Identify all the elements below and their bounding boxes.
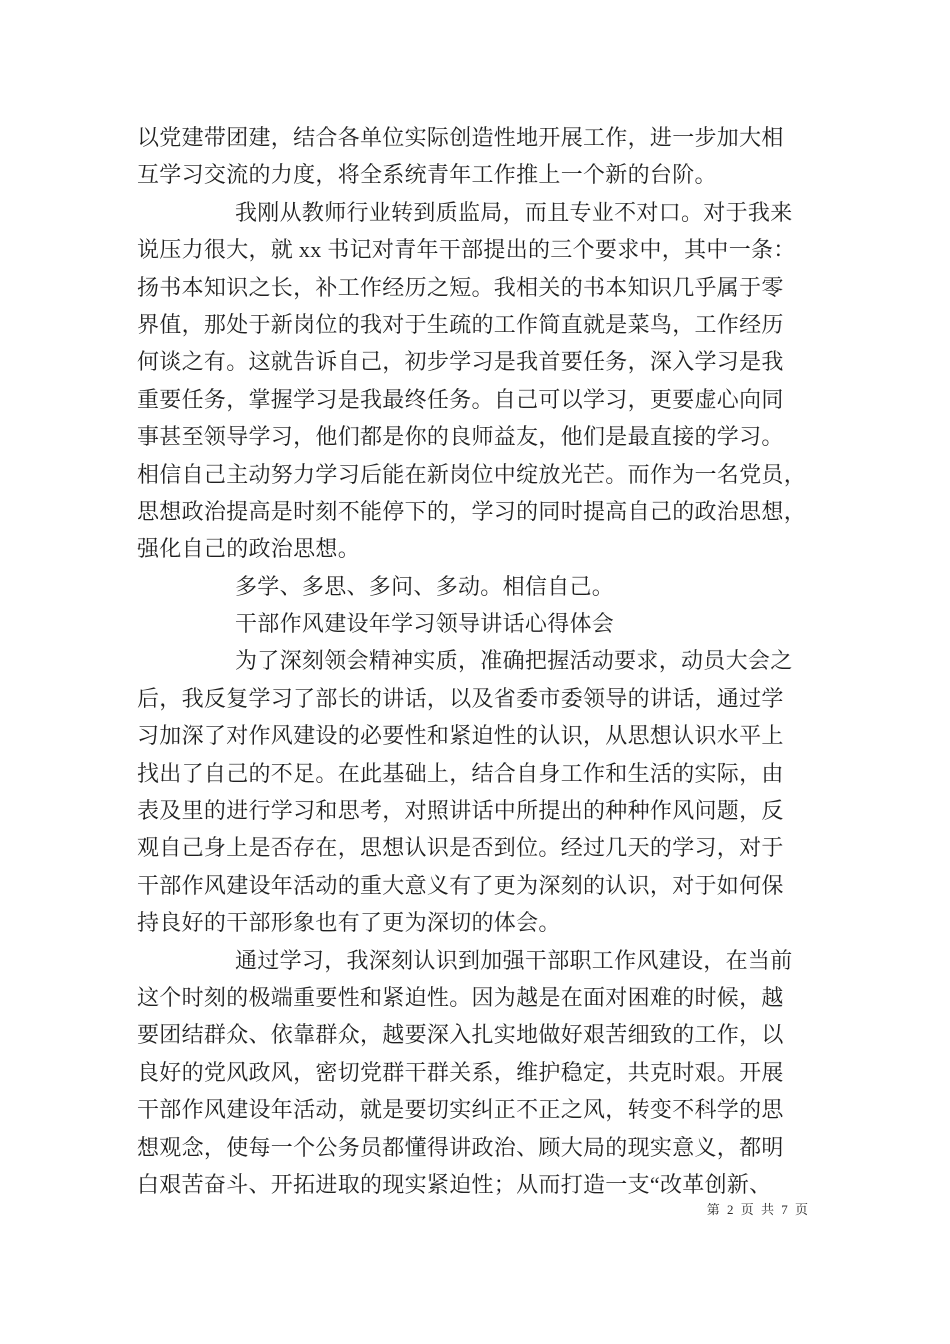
document-text-body bbox=[137, 119, 827, 1203]
text-line: 想观念，使每一个公务员都懂得讲政治、顾大局的现实意义，都明 bbox=[137, 1134, 784, 1160]
text-line: 界值，那处于新岗位的我对于生疏的工作简直就是菜鸟，工作经历 bbox=[137, 311, 784, 337]
text-line: 习加深了对作风建设的必要性和紧迫性的认识，从思想认识水平上 bbox=[137, 723, 784, 749]
text-line: 要团结群众、依靠群众，越要深入扎实地做好艰苦细致的工作，以 bbox=[137, 1022, 784, 1048]
text-line: 为了深刻领会精神实质，准确把握活动要求，动员大会之 bbox=[235, 648, 793, 674]
text-line: 持良好的干部形象也有了更为深切的体会。 bbox=[137, 910, 561, 936]
text-line: 说压力很大，就 xx 书记对青年干部提出的三个要求中，其中一条： bbox=[137, 237, 796, 263]
text-line: 何谈之有。这就告诉自己，初步学习是我首要任务，深入学习是我 bbox=[137, 349, 784, 375]
text-line: 扬书本知识之长，补工作经历之短。我相关的书本知识几乎属于零 bbox=[137, 274, 784, 300]
text-line: 重要任务，掌握学习是我最终任务。自己可以学习，更要虚心向同 bbox=[137, 386, 784, 412]
text-line: 多学、多思、多问、多动。相信自己。 bbox=[235, 573, 615, 599]
text-line: 强化自己的政治思想。 bbox=[137, 536, 361, 562]
text-line: 互学习交流的力度，将全系统青年工作推上一个新的台阶。 bbox=[137, 162, 717, 188]
text-line: 这个时刻的极端重要性和紧迫性。因为越是在面对困难的时候，越 bbox=[137, 984, 784, 1010]
text-line: 表及里的进行学习和思考，对照讲话中所提出的种种作风问题，反 bbox=[137, 798, 784, 824]
text-line: 以党建带团建，结合各单位实际创造性地开展工作，进一步加大相 bbox=[137, 125, 784, 150]
text-line: 找出了自己的不足。在此基础上，结合自身工作和生活的实际，由 bbox=[137, 760, 784, 786]
text-line-section-title: 干部作风建设年学习领导讲话心得体会 bbox=[235, 611, 615, 637]
text-line: 事甚至领导学习，他们都是你的良师益友，他们是最直接的学习。 bbox=[137, 424, 784, 450]
text-line: 观自己身上是否存在，思想认识是否到位。经过几天的学习，对于 bbox=[137, 835, 784, 861]
text-line: 后，我反复学习了部长的讲话，以及省委市委领导的讲话，通过学 bbox=[137, 685, 784, 711]
text-line: 干部作风建设年活动，就是要切实纠正不正之风，转变不科学的思 bbox=[137, 1097, 784, 1123]
page-number-footer: 第 2 页 共 7 页 bbox=[706, 1202, 810, 1217]
text-line: 相信自己主动努力学习后能在新岗位中绽放光芒。而作为一名党员， bbox=[137, 461, 807, 487]
text-line: 良好的党风政风，密切党群干群关系，维护稳定，共克时艰。开展 bbox=[137, 1059, 784, 1085]
text-line: 白艰苦奋斗、开拓进取的现实紧迫性；从而打造一支“改革创新、 bbox=[137, 1171, 772, 1197]
text-line: 思想政治提高是时刻不能停下的，学习的同时提高自己的政治思想， bbox=[137, 498, 807, 524]
text-line: 通过学习，我深刻认识到加强干部职工作风建设，在当前 bbox=[235, 947, 793, 973]
text-line: 干部作风建设年活动的重大意义有了更为深刻的认识，对于如何保 bbox=[137, 872, 784, 898]
text-line: 我刚从教师行业转到质监局，而且专业不对口。对于我来 bbox=[235, 199, 793, 225]
